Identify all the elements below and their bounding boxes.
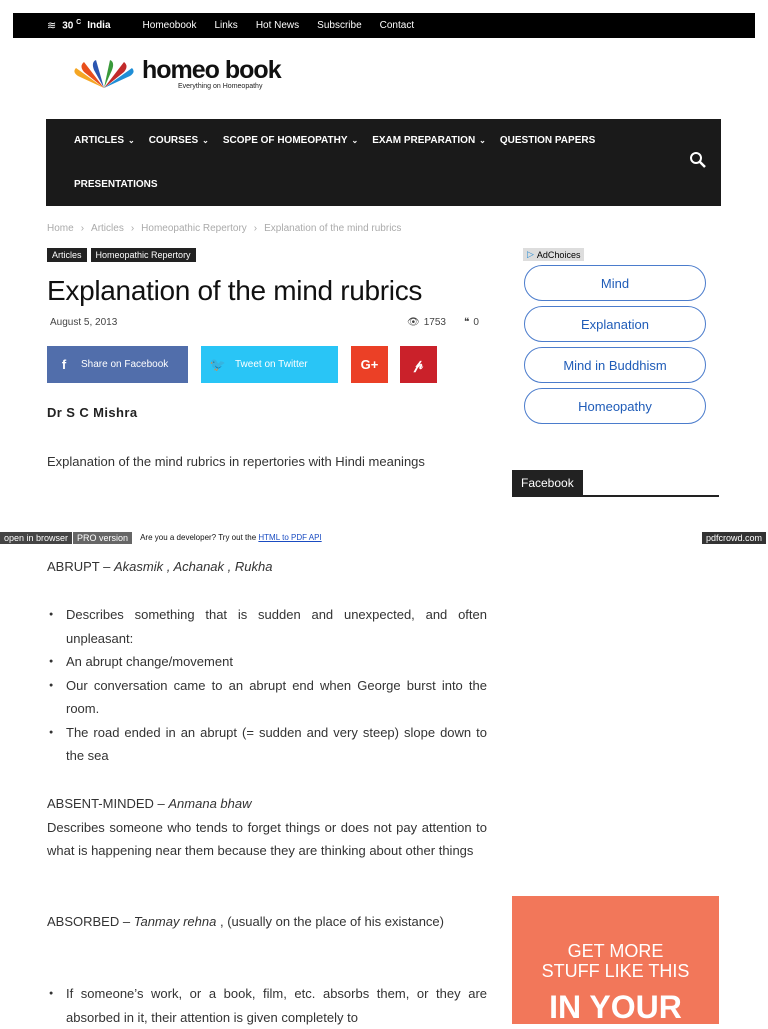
comment-icon: ❝ xyxy=(463,317,470,328)
nav-item-courses[interactable]: COURSES ⌄ xyxy=(148,134,209,146)
list-item: ● An abrupt change/movement xyxy=(47,650,487,674)
pro-version-button[interactable]: PRO version xyxy=(73,532,132,544)
breadcrumb-current: Explanation of the mind rubrics xyxy=(264,223,402,234)
top-links xyxy=(143,20,415,31)
nav-item-exam-preparation[interactable]: EXAM PREPARATION ⌄ xyxy=(372,134,486,146)
share-google-plus-button[interactable] xyxy=(351,346,388,383)
promo-line-2: STUFF LIKE THIS xyxy=(541,961,690,981)
comment-count[interactable]: ❝ 0 xyxy=(463,317,479,328)
pdfcrowd-bar xyxy=(0,530,768,545)
top-link-subscribe[interactable]: Subscribe xyxy=(317,20,362,31)
rubric-heading: ABSORBED – Tanmay rehna , (usually on the place of his existance) xyxy=(47,914,444,929)
breadcrumb-separator-icon: › xyxy=(130,223,135,234)
logo-tagline: Everything on Homeopathy xyxy=(178,83,263,90)
top-link-contact[interactable]: Contact xyxy=(379,20,415,31)
top-link-links[interactable]: Links xyxy=(214,20,238,31)
weather-icon: ≋ xyxy=(47,20,57,32)
promo-banner[interactable] xyxy=(512,896,719,1024)
rubric-heading: ABSENT-MINDED – Anmana bhaw xyxy=(47,796,252,811)
share-pinterest-button[interactable] xyxy=(400,346,437,383)
share-facebook-button[interactable]: f Share on Facebook xyxy=(47,346,188,383)
rubric-abrupt xyxy=(47,555,487,579)
breadcrumb xyxy=(47,223,401,234)
top-link-hot-news[interactable]: Hot News xyxy=(255,20,300,31)
rubric-heading: ABRUPT – Akasmik , Achanak , Rukha xyxy=(47,559,273,574)
tag-homeopathic-repertory[interactable]: Homeopathic Repertory xyxy=(91,248,196,262)
abrupt-list xyxy=(47,603,487,768)
search-icon[interactable] xyxy=(689,151,707,169)
rubric-absent-minded xyxy=(47,792,487,863)
logo-fan-icon xyxy=(70,58,138,90)
list-item: ● Describes something that is sudden and unexpected, and often unpleasant: xyxy=(47,603,487,650)
chevron-down-icon: ⌄ xyxy=(202,135,209,145)
ad-link-mind-in-buddhism[interactable]: Mind in Buddhism xyxy=(524,347,706,383)
twitter-icon: 🐦 xyxy=(209,356,227,372)
ad-link-mind[interactable]: Mind xyxy=(524,265,706,301)
ad-link-homeopathy[interactable]: Homeopathy xyxy=(524,388,706,424)
article-intro: Explanation of the mind rubrics in repertories with Hindi meanings xyxy=(47,454,425,469)
promo-line-3: IN YOUR xyxy=(549,989,682,1024)
tag-articles[interactable]: Articles xyxy=(47,248,87,262)
eye-icon: 👁 xyxy=(407,317,420,328)
adchoices-label[interactable]: ▷ AdChoices xyxy=(523,248,584,261)
article-date: August 5, 2013 xyxy=(50,317,118,328)
article-title: Explanation of the mind rubrics xyxy=(47,275,423,306)
category-tags xyxy=(47,248,196,262)
breadcrumb-separator-icon: › xyxy=(80,223,85,234)
nav-item-question-papers[interactable]: QUESTION PAPERS xyxy=(499,134,596,146)
top-bar xyxy=(13,13,755,38)
weather-widget xyxy=(47,19,111,32)
pinterest-icon: 𝓅 xyxy=(413,356,424,372)
weather-location: India xyxy=(87,20,111,31)
nav-item-articles[interactable]: ARTICLES ⌄ xyxy=(74,134,135,146)
developer-note: Are you a developer? Try out the HTML to PDF API xyxy=(140,533,322,542)
nav-item-presentations[interactable]: PRESENTATIONS xyxy=(74,178,158,190)
breadcrumb-home[interactable]: Home xyxy=(47,223,74,234)
logo-name: homeo book xyxy=(142,56,281,84)
pdfcrowd-link[interactable]: pdfcrowd.com xyxy=(702,532,766,544)
facebook-icon: f xyxy=(61,357,67,372)
promo-line-1: GET MORE xyxy=(567,941,664,961)
facebook-widget-header xyxy=(512,470,719,497)
adchoices-icon: ▷ xyxy=(527,249,534,259)
list-item: ● Our conversation came to an abrupt end when George burst into the room. xyxy=(47,674,487,721)
rubric-description: Describes someone who tends to forget things or does not pay attention to what is happening near them because they are thinking about other things xyxy=(47,819,487,858)
rubric-absorbed xyxy=(47,910,487,934)
list-item: ● The road ended in an abrupt (= sudden and very steep) slope down to the sea xyxy=(47,721,487,768)
open-in-browser-button[interactable]: open in browser xyxy=(0,532,72,544)
breadcrumb-separator-icon: › xyxy=(253,223,258,234)
main-navigation xyxy=(46,119,721,206)
article-stats xyxy=(407,317,479,328)
article-author: Dr S C Mishra xyxy=(47,405,138,420)
breadcrumb-articles[interactable]: Articles xyxy=(91,223,124,234)
nav-item-scope-of-homeopathy[interactable]: SCOPE OF HOMEOPATHY ⌄ xyxy=(222,134,359,146)
absorbed-list xyxy=(47,982,487,1029)
google-plus-icon: G+ xyxy=(360,357,379,372)
chevron-down-icon: ⌄ xyxy=(479,135,486,145)
share-twitter-button[interactable]: 🐦 Tweet on Twitter xyxy=(201,346,338,383)
ad-link-explanation[interactable]: Explanation xyxy=(524,306,706,342)
chevron-down-icon: ⌄ xyxy=(351,135,359,145)
site-logo[interactable] xyxy=(70,58,281,90)
temperature: 30 $^C$ xyxy=(62,19,82,32)
facebook-widget-title: Facebook xyxy=(512,470,583,497)
top-link-homeobook[interactable]: Homeobook xyxy=(142,20,197,31)
breadcrumb-repertory[interactable]: Homeopathic Repertory xyxy=(141,223,247,234)
chevron-down-icon: ⌄ xyxy=(128,135,135,145)
list-item: ● If someone’s work, or a book, film, etc. absorbs them, or they are absorbed in it, their attention is given completely to xyxy=(47,982,487,1029)
view-count: 👁 1753 xyxy=(407,317,446,328)
html-to-pdf-link[interactable]: HTML to PDF API xyxy=(258,533,322,542)
